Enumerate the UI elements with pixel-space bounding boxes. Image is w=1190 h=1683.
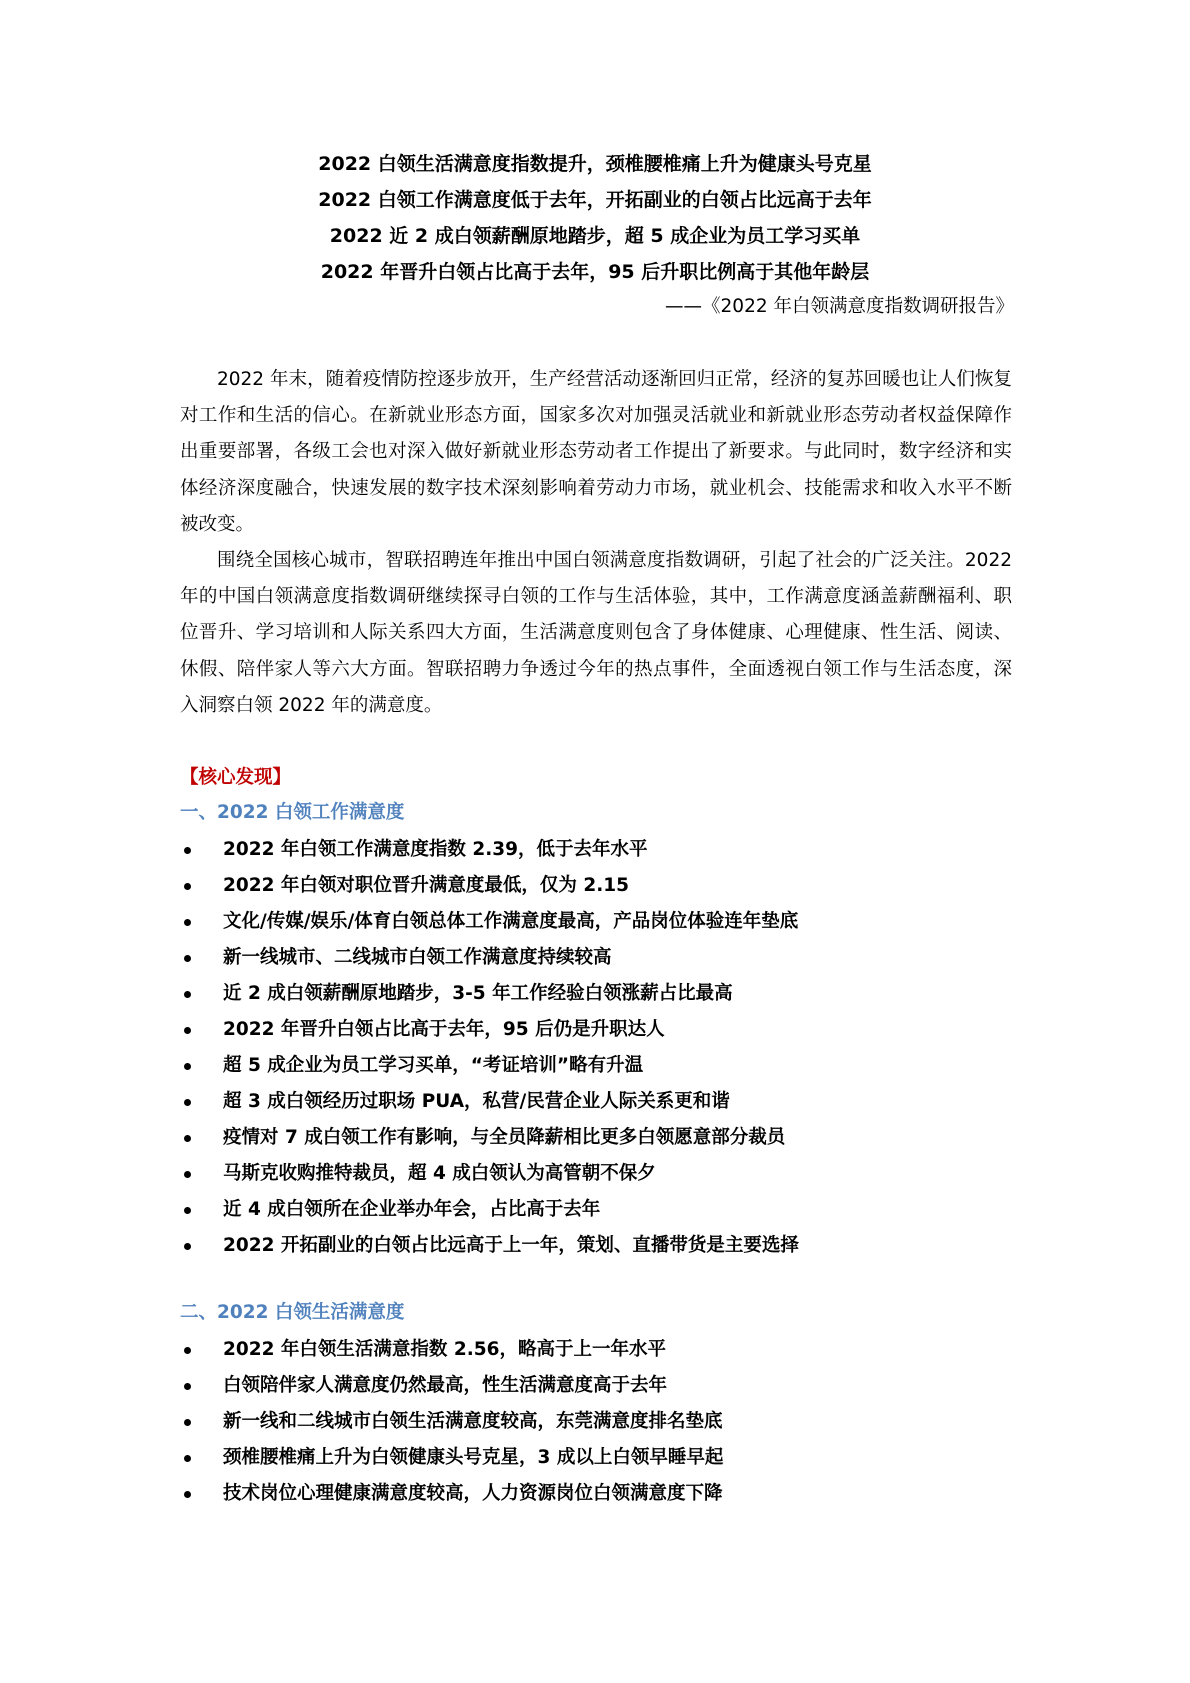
- bullet-icon: [184, 1099, 191, 1106]
- list-item-text: 2022 年晋升白领占比高于去年，95 后仍是升职达人: [223, 1019, 665, 1040]
- list-item: [180, 976, 1020, 1012]
- life-findings-list: [180, 1332, 1020, 1512]
- list-item: [180, 1192, 1020, 1228]
- bullet-icon: [184, 1207, 191, 1214]
- list-item-text: 白领陪伴家人满意度仍然最高，性生活满意度高于去年: [223, 1375, 668, 1396]
- list-item: [180, 904, 1020, 940]
- bullet-icon: [184, 1171, 191, 1178]
- list-item: [180, 1332, 1020, 1368]
- list-item: [180, 1012, 1020, 1048]
- headline: 2022 白领工作满意度低于去年，开拓副业的白领占比远高于去年: [318, 189, 872, 211]
- bullet-icon: [184, 1419, 191, 1426]
- list-item-text: 近 2 成白领薪酬原地踏步，3-5 年工作经验白领涨薪占比最高: [223, 983, 733, 1004]
- list-item-text: 新一线城市、二线城市白领工作满意度持续较高: [223, 947, 612, 968]
- list-item: [180, 832, 1020, 868]
- section-title-work: 一、2022 白领工作满意度: [180, 802, 405, 823]
- list-item-text: 颈椎腰椎痛上升为白领健康头号克星，3 成以上白领早睡早起: [223, 1447, 724, 1468]
- headline: 2022 近 2 成白领薪酬原地踏步，超 5 成企业为员工学习买单: [329, 225, 861, 247]
- bullet-icon: [184, 1347, 191, 1354]
- report-source: ——《2022 年白领满意度指数调研报告》: [665, 296, 1014, 317]
- intro-paragraph: 2022 年末，随着疫情防控逐步放开，生产经营活动逐渐回归正常，经济的复苏回暖也让人们恢复对工作和生活的信心。在新就业形态方面，国家多次对加强灵活就业和新就业形态劳动者权益保障作出重要部署，各级工会也对深入做好新就业形态劳动者工作提出了新要求。与此同时，数字经济和实体经济深度融合，快速发展的数字技术深刻影响着劳动力市场，就业机会、技能需求和收入水平不断被改变。: [180, 369, 1012, 535]
- bullet-icon: [184, 955, 191, 962]
- headline: 2022 白领生活满意度指数提升，颈椎腰椎痛上升为健康头号克星: [318, 153, 872, 175]
- bullet-icon: [184, 919, 191, 926]
- list-item-text: 近 4 成白领所在企业举办年会，占比高于去年: [223, 1199, 601, 1220]
- list-item: [180, 868, 1020, 904]
- bullet-icon: [184, 991, 191, 998]
- intro-paragraph: 围绕全国核心城市，智联招聘连年推出中国白领满意度指数调研，引起了社会的广泛关注。2022 年的中国白领满意度指数调研继续探寻白领的工作与生活体验，其中，工作满意度涵盖薪酬福利、职位晋升、学习培训和人际关系四大方面，生活满意度则包含了身体健康、心理健康、性生活、阅读、休假、陪伴家人等六大方面。智联招聘力争透过今年的热点事件，全面透视白领工作与生活态度，深入洞察白领 2022 年的满意度。: [180, 550, 1012, 716]
- list-item-text: 2022 开拓副业的白领占比远高于上一年，策划、直播带货是主要选择: [223, 1235, 799, 1256]
- list-item: [180, 1156, 1020, 1192]
- list-item: [180, 1084, 1020, 1120]
- list-item: [180, 1228, 1020, 1264]
- bullet-icon: [184, 1243, 191, 1250]
- section-title-life: 二、2022 白领生活满意度: [180, 1302, 405, 1323]
- intro-text: [180, 362, 1012, 724]
- headline: 2022 年晋升白领占比高于去年，95 后升职比例高于其他年龄层: [320, 261, 870, 283]
- list-item-text: 2022 年白领对职位晋升满意度最低，仅为 2.15: [223, 875, 630, 896]
- list-item: [180, 1440, 1020, 1476]
- list-item: [180, 1368, 1020, 1404]
- list-item-text: 马斯克收购推特裁员，超 4 成白领认为高管朝不保夕: [223, 1163, 656, 1184]
- work-findings-list: [180, 832, 1020, 1264]
- list-item: [180, 1120, 1020, 1156]
- list-item: [180, 1048, 1020, 1084]
- list-item-text: 超 5 成企业为员工学习买单，“考证培训”略有升温: [223, 1055, 644, 1076]
- bullet-icon: [184, 1491, 191, 1498]
- list-item-text: 技术岗位心理健康满意度较高，人力资源岗位白领满意度下降: [223, 1483, 723, 1504]
- list-item-text: 2022 年白领生活满意指数 2.56，略高于上一年水平: [223, 1339, 667, 1360]
- headline-block: [180, 146, 1010, 290]
- list-item-text: 超 3 成白领经历过职场 PUA，私营/民营企业人际关系更和谐: [223, 1091, 730, 1112]
- bullet-icon: [184, 1027, 191, 1034]
- bullet-icon: [184, 847, 191, 854]
- bullet-icon: [184, 1455, 191, 1462]
- list-item-text: 新一线和二线城市白领生活满意度较高，东莞满意度排名垫底: [223, 1411, 723, 1432]
- list-item: [180, 940, 1020, 976]
- bullet-icon: [184, 1383, 191, 1390]
- bullet-icon: [184, 1135, 191, 1142]
- bullet-icon: [184, 1063, 191, 1070]
- list-item-text: 文化/传媒/娱乐/体育白领总体工作满意度最高，产品岗位体验连年垫底: [223, 911, 799, 932]
- list-item: [180, 1404, 1020, 1440]
- list-item-text: 2022 年白领工作满意度指数 2.39，低于去年水平: [223, 839, 648, 860]
- bullet-icon: [184, 883, 191, 890]
- list-item-text: 疫情对 7 成白领工作有影响，与全员降薪相比更多白领愿意部分裁员: [223, 1127, 786, 1148]
- core-findings-title: 【核心发现】: [180, 767, 292, 788]
- list-item: [180, 1476, 1020, 1512]
